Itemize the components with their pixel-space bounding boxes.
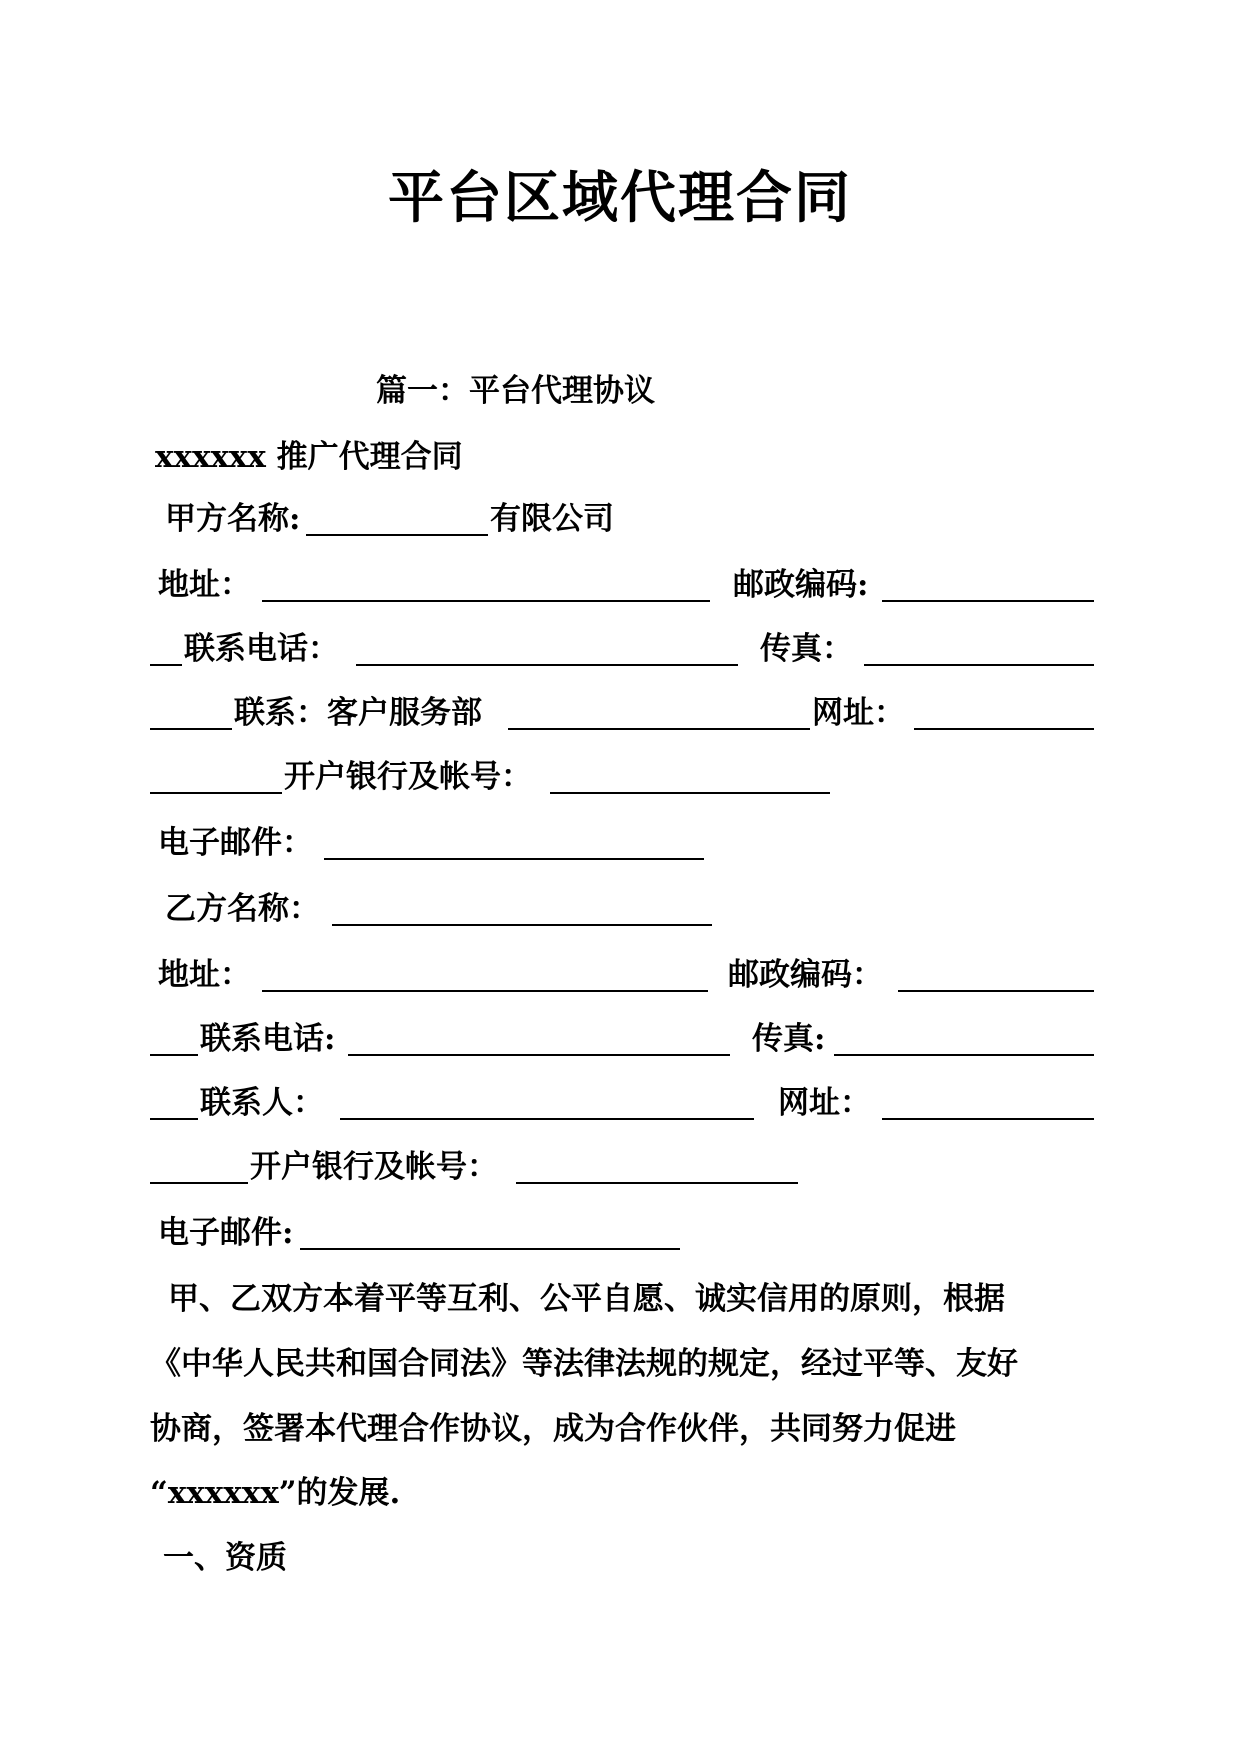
party-b-fax-blank[interactable] <box>834 1054 1094 1056</box>
party-a-website-label: 网址： <box>812 695 905 731</box>
party-b-postcode-label: 邮政编码： <box>728 957 883 993</box>
party-b-website-label: 网址： <box>778 1085 871 1121</box>
party-a-postcode-label: 邮政编码: <box>733 567 869 603</box>
party-b-phone-label: 联系电话: <box>200 1021 336 1057</box>
party-a-contact-lead-blank <box>150 728 232 730</box>
party-b-contact-lead-blank <box>150 1118 198 1120</box>
party-b-phone-lead-blank <box>150 1054 198 1056</box>
party-b-bank-lead-blank <box>150 1182 248 1184</box>
party-a-address-label: 地址： <box>158 567 251 603</box>
preamble-line-3: 协商，签署本代理合作协议，成为合作伙伴，共同努力促进 <box>150 1411 956 1447</box>
party-b-postcode-blank[interactable] <box>898 990 1094 992</box>
party-b-name-label: 乙方名称： <box>165 891 320 927</box>
party-a-phone-lead-blank <box>150 664 182 666</box>
party-a-email-blank[interactable] <box>324 858 704 860</box>
party-a-name-label: 甲方名称: <box>165 501 301 537</box>
party-a-bank-lead-blank <box>150 792 282 794</box>
preamble-line-1: 甲、乙双方本着平等互利、公平自愿、诚实信用的原则，根据 <box>168 1281 1005 1317</box>
party-a-contact-label: 联系：客户服务部 <box>234 695 482 731</box>
party-a-fax-label: 传真： <box>760 631 853 667</box>
preamble-line-4: “xxxxxx”的发展. <box>150 1475 401 1511</box>
party-b-phone-blank[interactable] <box>348 1054 730 1056</box>
party-b-website-blank[interactable] <box>882 1118 1094 1120</box>
document-title: 平台区域代理合同 <box>388 165 852 231</box>
party-a-name-suffix: 有限公司 <box>490 501 614 537</box>
party-b-fax-label: 传真: <box>752 1021 826 1057</box>
party-b-email-label: 电子邮件: <box>158 1215 294 1251</box>
party-b-bank-blank[interactable] <box>516 1182 798 1184</box>
party-b-name-blank[interactable] <box>332 924 712 926</box>
party-b-email-blank[interactable] <box>300 1248 680 1250</box>
party-a-name-blank[interactable] <box>306 534 488 536</box>
party-a-contact-blank[interactable] <box>508 728 810 730</box>
party-a-bank-label: 开户银行及帐号： <box>284 759 532 795</box>
contract-name: xxxxxx 推广代理合同 <box>155 439 463 475</box>
party-a-website-blank[interactable] <box>914 728 1094 730</box>
party-b-address-blank[interactable] <box>262 990 708 992</box>
party-a-phone-label: 联系电话： <box>184 631 339 667</box>
preamble-line-2: 《中华人民共和国合同法》等法律法规的规定，经过平等、友好 <box>150 1346 1018 1382</box>
party-a-email-label: 电子邮件： <box>158 825 313 861</box>
document-subtitle: 篇一：平台代理协议 <box>376 373 655 409</box>
party-a-postcode-blank[interactable] <box>882 600 1094 602</box>
party-b-bank-label: 开户银行及帐号： <box>250 1149 498 1185</box>
party-a-phone-blank[interactable] <box>356 664 738 666</box>
party-a-fax-blank[interactable] <box>864 664 1094 666</box>
party-b-contact-label: 联系人： <box>200 1085 324 1121</box>
section-1-heading: 一、资质 <box>163 1540 287 1576</box>
party-b-contact-blank[interactable] <box>340 1118 754 1120</box>
party-a-address-blank[interactable] <box>262 600 710 602</box>
party-a-bank-blank[interactable] <box>550 792 830 794</box>
party-b-address-label: 地址： <box>158 957 251 993</box>
